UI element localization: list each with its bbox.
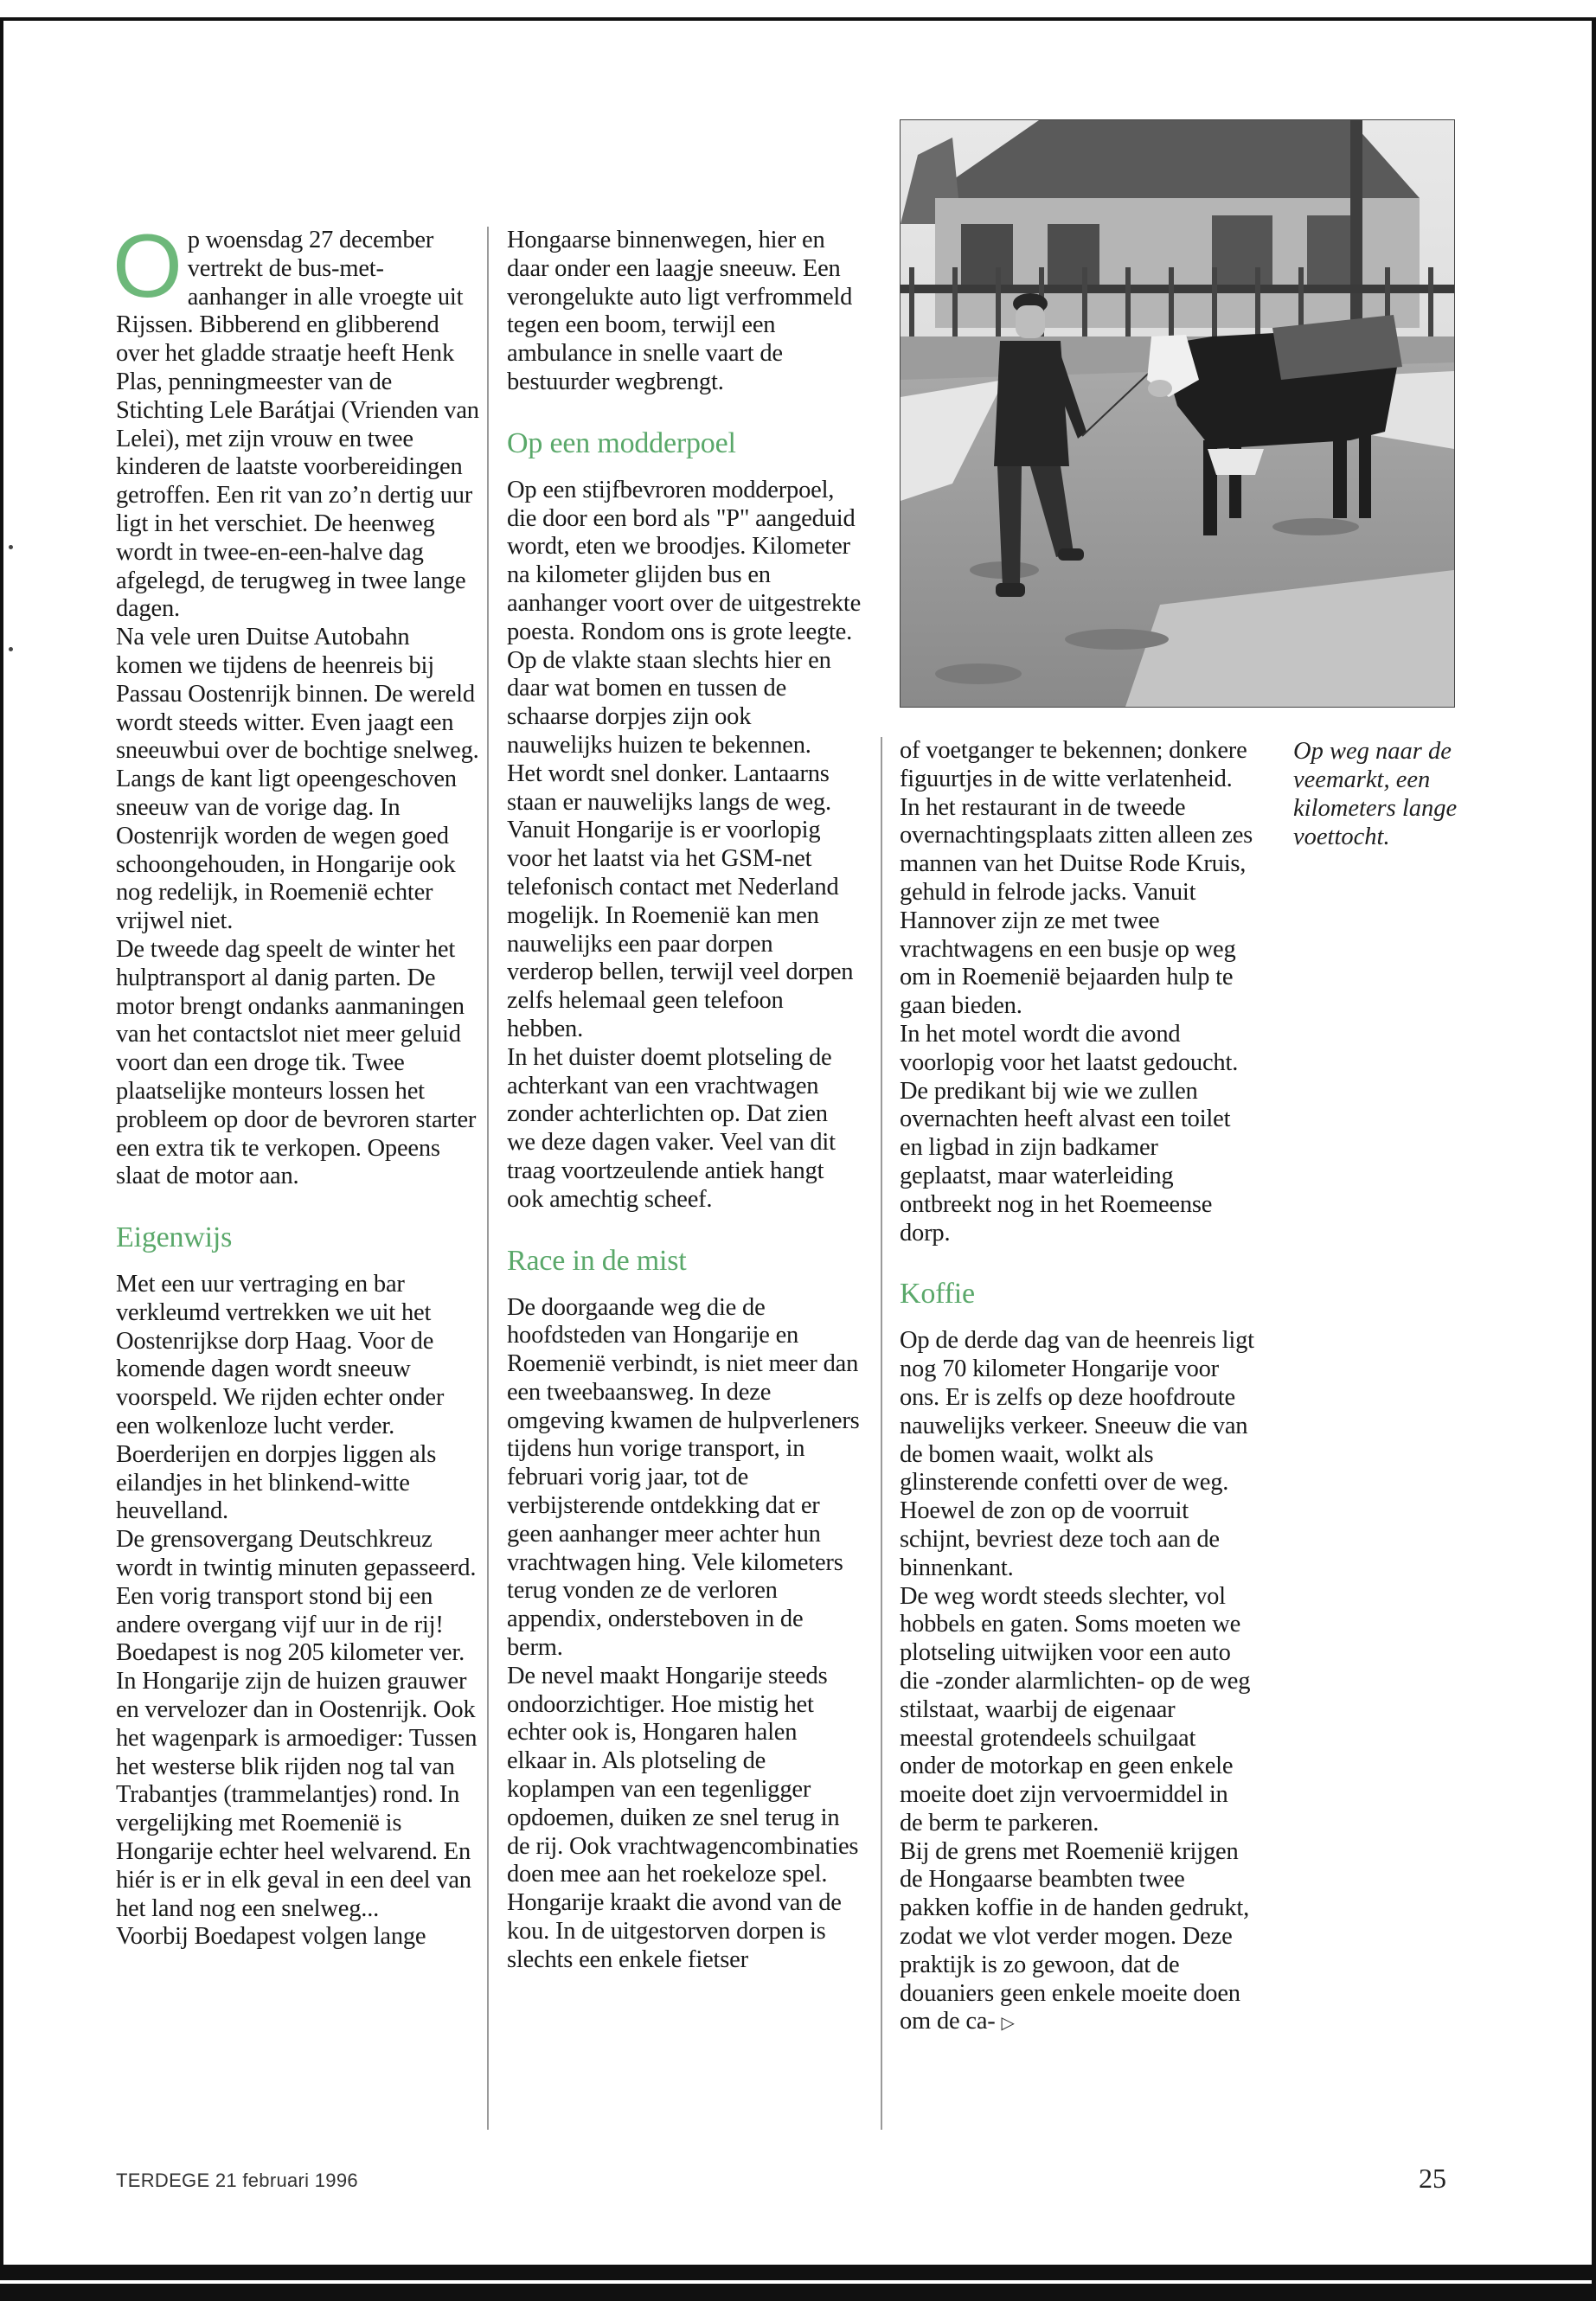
paragraph <box>900 1838 1254 2038</box>
paragraph: Hongaarse binnenwegen, hier en daar onder een laagje sneeuw. Een verongelukte auto ligt verfrommeld tegen een boom, terwijl een ambulance in snelle vaart de bestuurder wegbrengt. <box>507 227 853 395</box>
column-divider <box>881 737 882 2130</box>
page-border-bottom-outer <box>0 2284 1596 2301</box>
paragraph: De tweede dag speelt de winter het hulptransport al danig parten. De motor brengt ondanks aanmaningen van het contactslot niet meer geluid voort dan een droge tik. Twee plaatselijke monteurs lossen het probleem op door de bevroren starter een extra tik te verkopen. Opeens slaat de motor aan. <box>116 935 477 1190</box>
paragraph: Het wordt snel donker. Lantaarns staan er nauwelijks langs de weg. <box>507 760 831 816</box>
paragraph: De grensovergang Deutschkreuz wordt in twintig minuten gepasseerd. Een vorig transport stond bij een andere overgang vijf uur in de rij! Boedapest is nog 205 kilometer ver. <box>116 1526 477 1667</box>
article-photo <box>900 119 1455 708</box>
scan-speck <box>9 647 13 651</box>
article-column-1 <box>112 216 479 1952</box>
paragraph: De weg wordt steeds slechter, vol hobbels en gaten. Soms moeten we plotseling uitwijken voor een auto die -zonder alarmlichten- op de weg stilstaat, waarbij de eigenaar meestal grotendeels schuilgaat onder de motorkap en geen enkele moeite doet zijn vervoermiddel in de berm te parkeren. <box>900 1582 1251 1836</box>
scan-speck <box>9 545 13 549</box>
paragraph: De nevel maakt Hongarije steeds ondoorzichtiger. Hoe mistig het echter ook is, Hongaren halen elkaar in. Als plotseling de koplampen van een tegenligger opdoemen, duiken ze snel terug in de rij. Ook vrachtwagencombinaties doen mee aan het roekeloze spel. Hongarije kraakt die avond van de kou. In de uitgestorven dorpen is slechts een enkele fietser <box>507 1662 859 1973</box>
paragraph: Na vele uren Duitse Autobahn komen we tijdens de heenreis bij Passau Oostenrijk binnen. De wereld wordt steeds witter. Even jaagt een sneeuwbui over de bochtige snelweg. Langs de kant ligt opeengeschoven sneeuw van de vorige dag. In Oostenrijk worden de wegen goed schoongehouden, in Hongarije ook nog redelijk, in Roemenië echter vrijwel niet. <box>116 624 479 935</box>
section-heading: Op een modderpoel <box>507 426 736 459</box>
photo-caption: Op weg naar de veemarkt, een kilometers lange voettocht. <box>1293 738 1458 850</box>
paragraph: p woensdag 27 december vertrekt de bus-met-aanhanger in alle vroegte uit Rijssen. Bibberend en glibberend over het gladde straatje heeft Henk Plas, penningmeester van de Stichting Lele Barátjai (Vrienden van Lelei), met zijn vrouw en twee kinderen de laatste voorbereidingen getroffen. Een rit van zo’n dertig uur ligt in het verschiet. De heenweg wordt in twee-en-een-halve dag afgelegd, de terugweg in twee lange dagen. <box>116 227 479 623</box>
paragraph-text: Bij de grens met Roemenië krijgen de Hongaarse beambten twee pakken koffie in de handen gedrukt, zodat we vlot verder mogen. Deze praktijk is zo gewoon, dat de douaniers geen enkele moeite doen om de ca- <box>900 1837 1250 2035</box>
page-border-right <box>1592 17 1596 2284</box>
section-heading: Race in de mist <box>507 1244 687 1277</box>
paragraph: of voetganger te bekennen; donkere figuurtjes in de witte verlatenheid. In het restaurant in de tweede overnachtingsplaats zitten alleen zes mannen van het Duitse Rode Kruis, gehuld in felrode jacks. Vanuit Hannover zijn ze met twee vrachtwagens en een busje op weg om in Roemenië bejaarden hulp te gaan bieden. <box>900 737 1253 1020</box>
continue-arrow-icon: ▷ <box>1001 2012 1015 2034</box>
paragraph: In Hongarije zijn de huizen grauwer en vervelozer dan in Oostenrijk. Ook het wagenpark is armoediger: Tussen het westerse blik rijden nog tal van Trabantjes (trammelantjes) rond. In vergelijking met Roemenië is Hongarije echter heel welvarend. En hiér is er in elk geval in een deel van het land nog een snelweg... <box>116 1668 478 1922</box>
photo-man-leading-cow <box>901 120 1454 707</box>
paragraph: Op de derde dag van de heenreis ligt nog 70 kilometer Hongarije voor ons. Er is zelfs op deze hoofdroute nauwelijks verkeer. Sneeuw die van de bomen waait, wolkt als glinsterende confetti over de weg. Hoewel de zon op de voorruit schijnt, bevriest deze toch aan de binnenkant. <box>900 1327 1254 1581</box>
paragraph: In het duister doemt plotseling de achterkant van een vrachtwagen zonder achterlichten op. Dat zien we deze dagen vaker. Veel van dit traag voortzeulende antiek hangt ook amechtig scheef. <box>507 1043 836 1213</box>
paragraph: Voorbij Boedapest volgen lange <box>116 1923 426 1951</box>
page-border-bottom <box>0 2265 1596 2280</box>
article-column-2 <box>507 227 862 1975</box>
paragraph: Met een uur vertraging en bar verkleumd vertrekken we uit het Oostenrijkse dorp Haag. Voor de komende dagen wordt sneeuw voorspeld. We rijden echter onder een wolkenloze lucht verder. Boerderijen en dorpjes liggen als eilandjes in het blinkend-witte heuvelland. <box>116 1271 445 1525</box>
article-column-3 <box>900 737 1254 2037</box>
paragraph: De doorgaande weg die de hoofdsteden van Hongarije en Roemenië verbindt, is niet meer dan een tweebaansweg. In deze omgeving kwamen de hulpverleners tijdens hun vorige transport, in februari vorig jaar, tot de verbijsterende ontdekking dat er geen aanhanger meer achter hun vrachtwagen hing. Vele kilometers terug vonden ze de verloren appendix, ondersteboven in de berm. <box>507 1293 860 1662</box>
section-heading: Eigenwijs <box>116 1221 233 1254</box>
paragraph: Op een stijfbevroren modderpoel, die door een bord als "P" aangeduid wordt, eten we broodjes. Kilometer na kilometer glijden bus en aanhanger voort over de uitgestrekte poesta. Rondom ons is grote leegte. Op de vlakte staan slechts hier en daar wat bomen en tussen de schaarse dorpjes zijn ook nauwelijks huizen te bekennen. <box>507 476 862 759</box>
dropcap-letter: O <box>112 216 183 317</box>
magazine-footer: TERDEGE 21 februari 1996 <box>116 2170 358 2191</box>
paragraph: Vanuit Hongarije is er voorlopig voor het laatst via het GSM-net telefonisch contact met Nederland mogelijk. In Roemenië kan men nauwelijks een paar dorpen verderop bellen, terwijl veel dorpen zelfs helemaal geen telefoon hebben. <box>507 817 854 1042</box>
page-border-left <box>0 17 3 2266</box>
section-heading: Koffie <box>900 1278 975 1311</box>
page-border-top <box>0 17 1596 21</box>
column-divider <box>487 227 489 2130</box>
paragraph: In het motel wordt die avond voorlopig voor het laatst gedoucht. De predikant bij wie we zullen overnachten heeft alvast een toilet en ligbad in zijn badkamer geplaatst, maar waterleiding ontbreekt nog in het Roemeense dorp. <box>900 1020 1239 1247</box>
page-number: 25 <box>1419 2163 1446 2194</box>
